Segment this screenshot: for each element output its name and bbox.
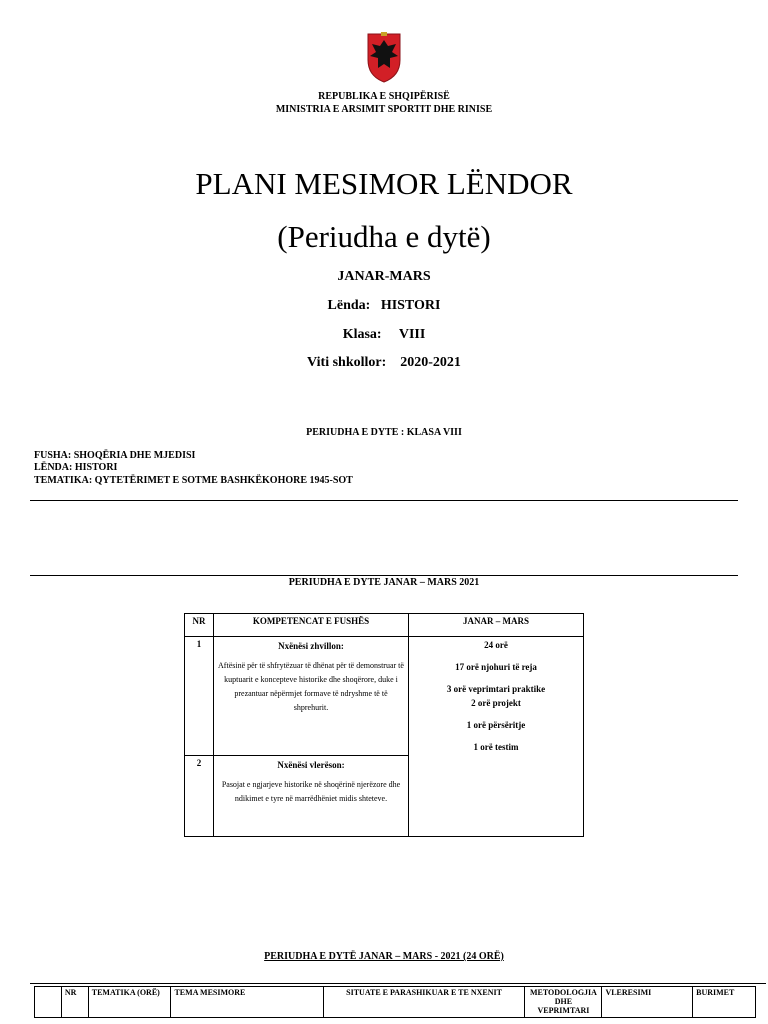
column-header: NR (185, 614, 214, 637)
divider (30, 983, 766, 984)
subject-value: HISTORI (380, 298, 441, 313)
section3-heading-wrap (0, 946, 768, 964)
year-label: Viti shkollor: (307, 355, 387, 370)
column-header: NR (61, 987, 88, 1018)
subject-label: Lënda: (327, 298, 371, 313)
competence-cell (214, 756, 409, 837)
column-header: TEMA MESIMORE (171, 987, 323, 1018)
hours-item: 1 orë testim (473, 742, 519, 752)
hours-item: 2 orë projekt (471, 698, 521, 708)
table-header-row (185, 614, 584, 637)
hours-item: 3 orë veprimtari praktike (446, 684, 546, 694)
class-label: Klasa: (342, 327, 382, 342)
year-value: 2020-2021 (400, 355, 461, 370)
competence-text: Pasojat e ngjarjeve historike në shoqërinë njerëzore dhe ndikimet e tyre në marrëdhëniet midis shteteve. (221, 780, 401, 803)
hours-item: 1 orë përsëritje (466, 720, 526, 730)
column-header: METODOLOGJIA DHE VEPRIMTARI (525, 987, 602, 1018)
coat-of-arms-icon (364, 30, 404, 84)
table-header-row (35, 987, 756, 1018)
column-header: JANAR – MARS (409, 614, 584, 637)
column-header: BURIMET (693, 987, 756, 1018)
plan-table (34, 986, 756, 1018)
class-value: VIII (398, 327, 426, 342)
competence-table (184, 613, 584, 837)
ministry-name: MINISTRIA E ARSIMIT SPORTIT DHE RINISE (275, 104, 493, 115)
field-line: FUSHA: SHOQËRIA DHE MJEDISI (34, 450, 196, 461)
theme-line: TEMATIKA: QYTETËRIMET E SOTME BASHKËKOHORE 1945-SOT (34, 475, 353, 486)
subject-meta-line: LËNDA: HISTORI (34, 462, 118, 473)
competence-text: Aftësinë për të shfrytëzuar të dhënat për të demonstruar të kuptuarit e koncepteve historike dhe shoqërore, duke i prezantuar nëpërmjet formave të ndryshme të të shprehurit. (218, 661, 404, 712)
year-line (0, 354, 768, 372)
class-line (0, 326, 768, 344)
row-number: 1 (185, 637, 214, 756)
column-header: SITUATE E PARASHIKUAR E TE NXENIT (323, 987, 525, 1018)
competence-title: Nxënësi vlerëson: (277, 760, 345, 770)
row-number: 2 (185, 756, 214, 837)
divider (30, 500, 738, 501)
subject-line (0, 297, 768, 315)
competence-title: Nxënësi zhvillon: (278, 641, 344, 651)
column-header: TEMATIKA (ORË) (88, 987, 171, 1018)
hours-cell (409, 637, 584, 837)
months-line: JANAR-MARS (337, 269, 431, 284)
section2-heading: PERIUDHA E DYTE JANAR – MARS 2021 (288, 577, 480, 588)
section3-heading: PERIUDHA E DYTË JANAR – MARS - 2021 (24 ORË) (264, 951, 504, 962)
hours-item: 17 orë njohuri të reja (455, 662, 537, 672)
hours-total: 24 orë (484, 640, 508, 650)
table-row (185, 637, 584, 756)
column-header: KOMPETENCAT E FUSHËS (214, 614, 409, 637)
competence-cell (214, 637, 409, 756)
document-title: PLANI MESIMOR LËNDOR (195, 166, 573, 201)
period-title: (Periudha e dytë) (277, 219, 491, 254)
column-header (35, 987, 62, 1018)
section1-heading: PERIUDHA E DYTE : KLASA VIII (306, 427, 462, 438)
republic-name: REPUBLIKA E SHQIPËRISË (318, 91, 450, 102)
column-header: VLERESIMI (602, 987, 693, 1018)
